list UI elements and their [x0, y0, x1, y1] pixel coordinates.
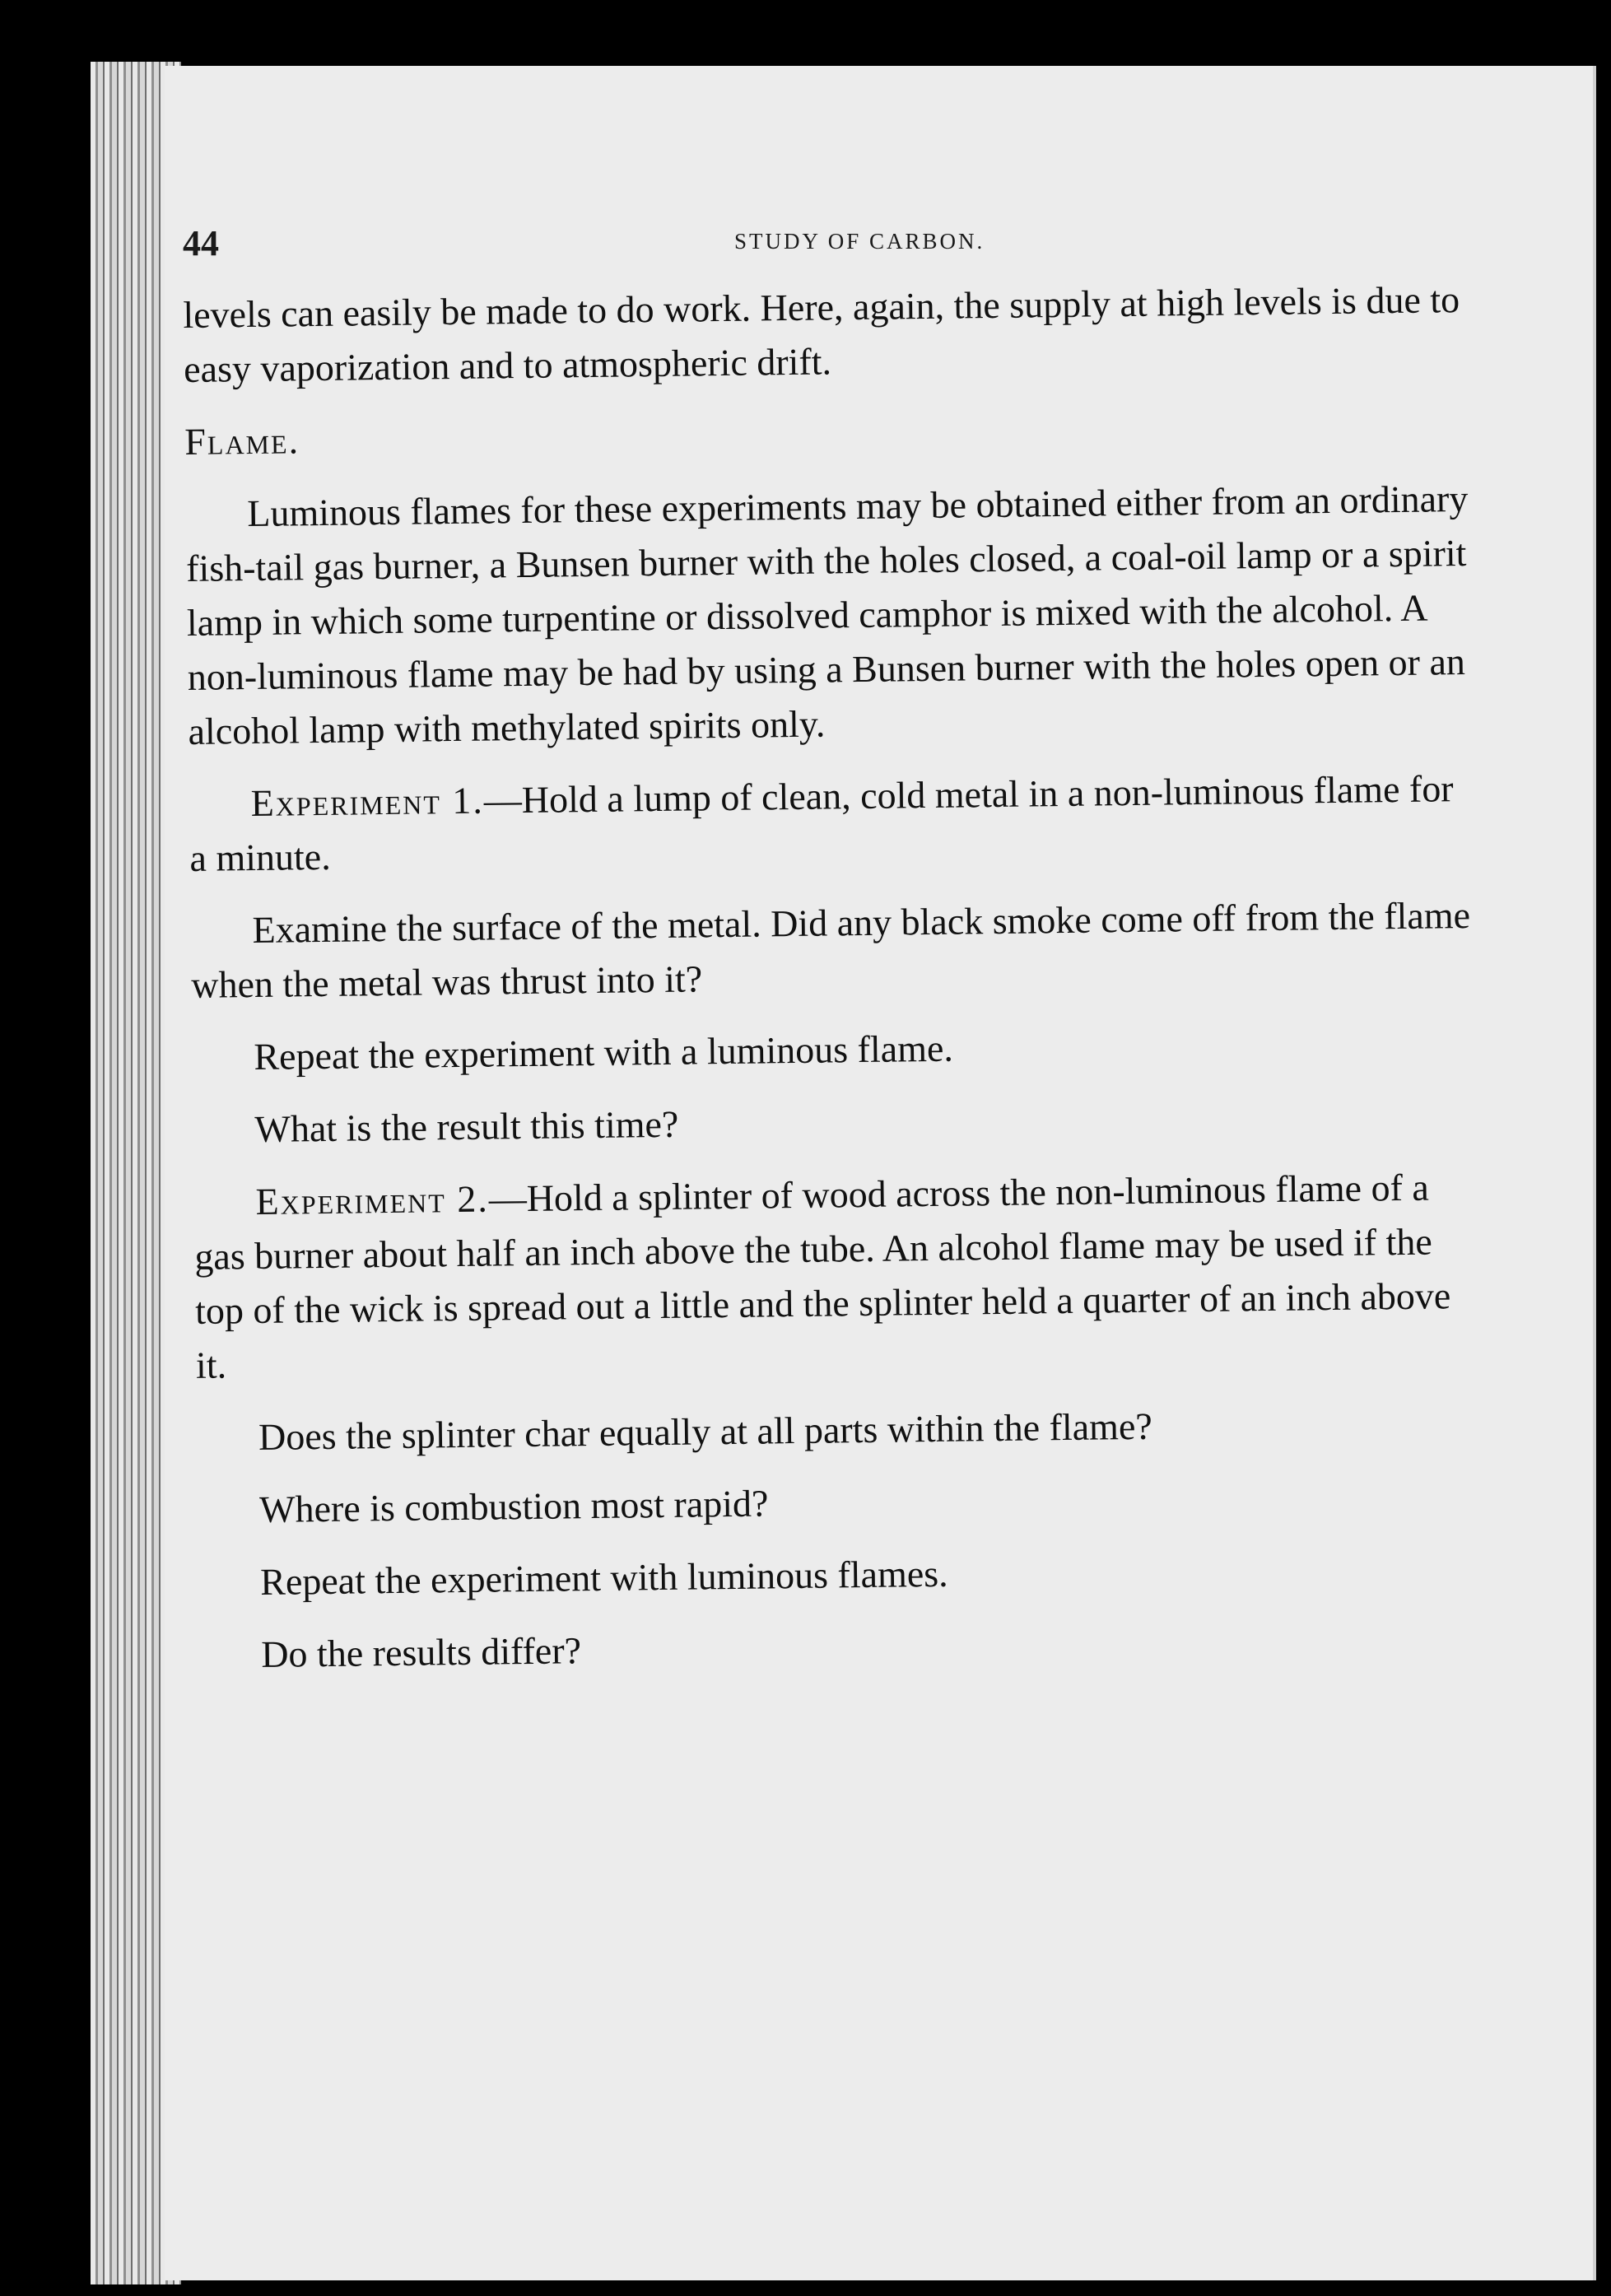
paragraph: Do the results differ? — [260, 1629, 582, 1675]
paragraph: Where is combustion most rapid? — [258, 1482, 769, 1530]
experiment-label: Experiment 1. — [250, 779, 485, 825]
paragraph: Does the splinter char equally at all parts within the flame? — [258, 1404, 1153, 1458]
experiment-paragraph — [189, 761, 1474, 886]
experiment-text: —Hold a lump of clean, cold metal in a non-luminous flame for a minute. — [189, 767, 1454, 879]
paragraph: Repeat the experiment with luminous flames. — [259, 1552, 948, 1603]
text-body — [183, 272, 1490, 2165]
experiment-label: Experiment 2. — [255, 1177, 490, 1223]
section-heading: Flame. — [184, 419, 300, 463]
experiment-paragraph — [193, 1160, 1480, 1393]
paragraph: Luminous flames for these experiments may be obtained either from an ordinary fish-tail gas burner, a Bunsen burner with the holes closed, a coal-oil lamp or a spirit lamp in which some turpentine or dissolved camphor is mixed with the alcohol. A non-luminous flame may be had by using a Bunsen burner with the holes open or an alcohol lamp with methylated spirits only. — [185, 477, 1469, 752]
paragraph: Repeat the experiment with a luminous flame. — [254, 1027, 954, 1078]
paragraph: levels can easily be made to do work. Here, again, the supply at high levels is due to easy vaporization and to atmospheric drift. — [183, 278, 1460, 390]
running-title: STUDY OF CARBON. — [734, 229, 985, 254]
experiment-text: —Hold a splinter of wood across the non-luminous flame of a gas burner about half an inch above the tube. An alcohol flame may be used if the top of the wick is spread out a little and the splinter held a quarter of an inch above it. — [194, 1166, 1451, 1386]
page-number: 44 — [183, 223, 219, 263]
paragraph: Examine the surface of the metal. Did any black smoke come off from the flame when the metal was thrust into it? — [191, 893, 1471, 1006]
paragraph: What is the result this time? — [254, 1102, 679, 1151]
running-head — [183, 222, 1335, 272]
